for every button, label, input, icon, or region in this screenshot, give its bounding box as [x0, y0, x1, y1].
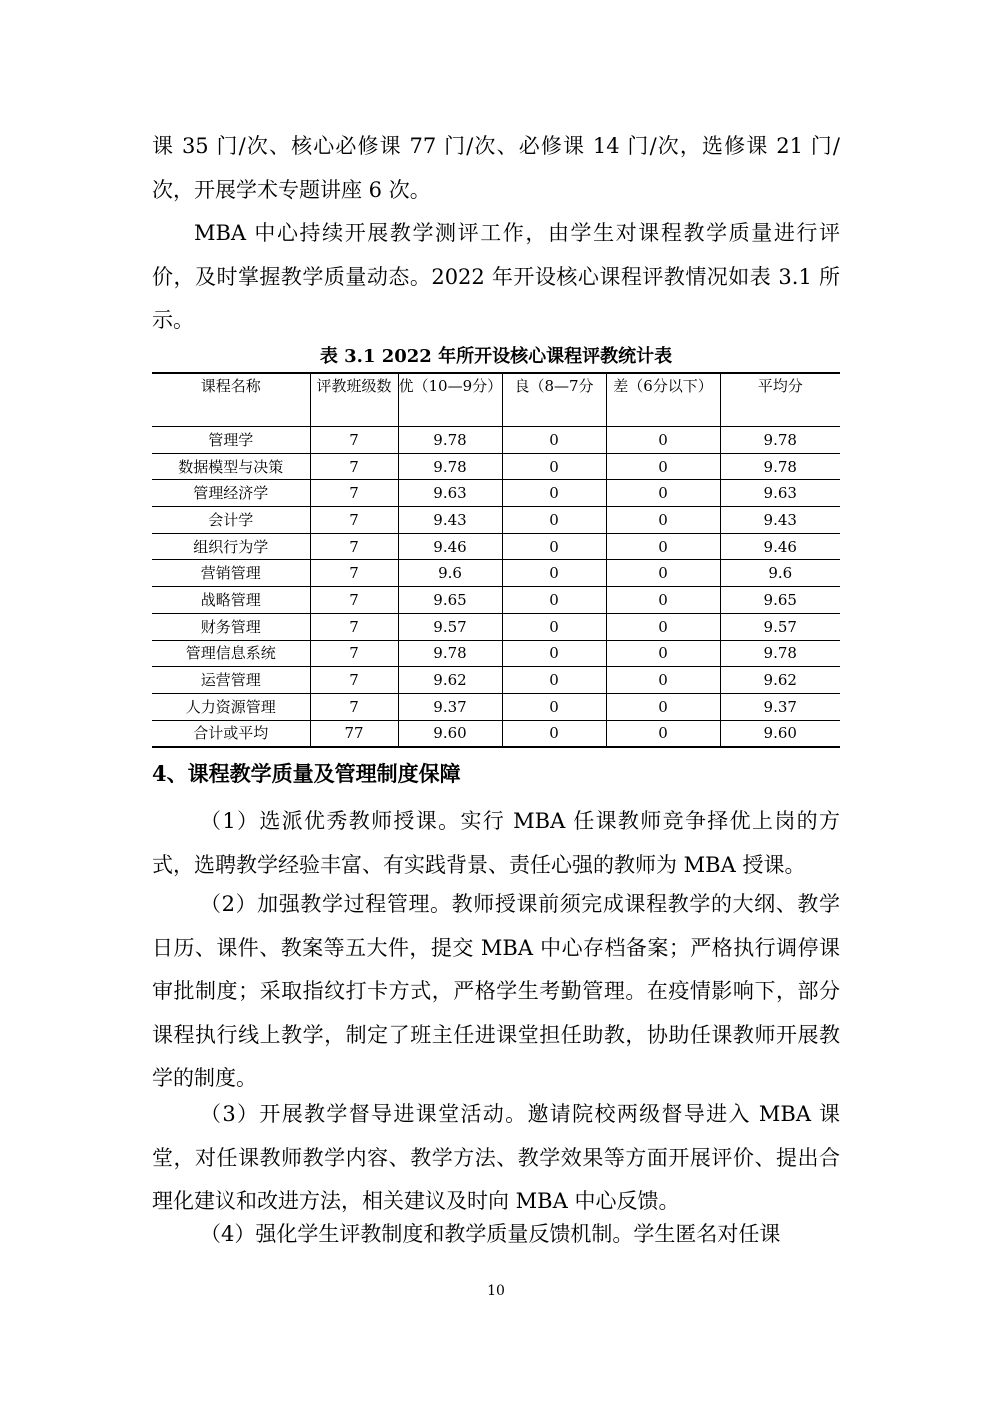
table-cell: 0	[606, 693, 720, 720]
table-cell: 9.78	[720, 427, 840, 454]
table-row	[152, 640, 840, 667]
table-cell: 组织行为学	[193, 537, 269, 556]
table-cell: 0	[502, 667, 606, 694]
header-average: 平均分	[720, 373, 840, 427]
table-header-row	[152, 373, 840, 427]
table-cell: 0	[502, 533, 606, 560]
table-row	[152, 667, 840, 694]
table-cell: 7	[310, 693, 398, 720]
table-row	[152, 693, 840, 720]
section-title: 4、课程教学质量及管理制度保障	[152, 761, 461, 786]
table-cell: 管理信息系统	[185, 644, 276, 663]
table-cell: 9.63	[720, 480, 840, 507]
header-class-count: 评教班级数	[310, 373, 398, 427]
table-cell: 9.43	[398, 507, 502, 534]
table-cell: 合计或平均	[193, 724, 269, 743]
table-cell: 9.65	[720, 587, 840, 614]
table-cell: 0	[606, 560, 720, 587]
table-cell: 会计学	[208, 510, 254, 529]
table-caption: 表 3.1 2022 年所开设核心课程评教统计表	[319, 346, 673, 367]
table-row	[152, 613, 840, 640]
header-course-name: 课程名称	[200, 377, 261, 395]
table-cell: 9.65	[398, 587, 502, 614]
table-cell: 运营管理	[200, 671, 261, 690]
table-cell: 营销管理	[200, 564, 261, 583]
table-row	[152, 480, 840, 507]
table-cell: 7	[310, 613, 398, 640]
table-cell: 0	[502, 640, 606, 667]
header-good: 良（8—7分	[502, 373, 606, 427]
table-cell: 0	[502, 587, 606, 614]
table-cell: 0	[606, 613, 720, 640]
table-cell: 0	[606, 453, 720, 480]
table-cell: 7	[310, 507, 398, 534]
table-cell: 人力资源管理	[185, 697, 276, 716]
table-row	[152, 560, 840, 587]
table-cell: 77	[310, 720, 398, 747]
table-cell: 战略管理	[200, 590, 261, 609]
table-cell: 7	[310, 640, 398, 667]
table-cell: 0	[502, 507, 606, 534]
table-cell: 0	[606, 427, 720, 454]
table-cell: 0	[606, 587, 720, 614]
table-cell: 9.57	[720, 613, 840, 640]
table-cell: 7	[310, 667, 398, 694]
table-cell: 0	[502, 427, 606, 454]
paragraph-course-counts: 课 35 门/次、核心必修课 77 门/次、必修课 14 门/次，选修课 21 门/次，开展学术专题讲座 6 次。	[152, 134, 840, 202]
table-cell: 0	[502, 613, 606, 640]
table-cell: 7	[310, 587, 398, 614]
table-cell: 9.78	[398, 427, 502, 454]
table-cell: 9.62	[720, 667, 840, 694]
table-cell: 9.62	[398, 667, 502, 694]
paragraph-student-evaluation: （4）强化学生评教制度和教学质量反馈机制。学生匿名对任课	[200, 1222, 781, 1246]
table-cell: 财务管理	[200, 617, 261, 636]
table-cell: 9.57	[398, 613, 502, 640]
table-cell: 7	[310, 453, 398, 480]
table-body	[152, 427, 840, 747]
table-cell: 7	[310, 533, 398, 560]
header-excellent: 优（10—9分）	[398, 373, 502, 427]
table-cell: 9.43	[720, 507, 840, 534]
table-cell: 9.78	[398, 453, 502, 480]
table-row	[152, 720, 840, 747]
table-cell: 0	[502, 480, 606, 507]
table-cell: 9.6	[398, 560, 502, 587]
table-cell: 0	[606, 507, 720, 534]
table-cell: 0	[606, 720, 720, 747]
table-cell: 0	[606, 667, 720, 694]
table-cell: 9.37	[720, 693, 840, 720]
table-cell: 7	[310, 480, 398, 507]
table-cell: 9.46	[398, 533, 502, 560]
table-cell: 9.46	[720, 533, 840, 560]
table-cell: 0	[606, 480, 720, 507]
table-row	[152, 533, 840, 560]
table-cell: 9.78	[720, 453, 840, 480]
table-cell: 9.78	[720, 640, 840, 667]
table-cell: 9.78	[398, 640, 502, 667]
table-row	[152, 453, 840, 480]
paragraph-teacher-selection: （1）选派优秀教师授课。实行 MBA 任课教师竞争择优上岗的方式，选聘教学经验丰富、有实践背景、责任心强的教师为 MBA 授课。	[152, 809, 840, 877]
paragraph-process-management: （2）加强教学过程管理。教师授课前须完成课程教学的大纲、教学日历、课件、教案等五大件，提交 MBA 中心存档备案；严格执行调停课审批制度；采取指纹打卡方式，严格学生考勤管理。在疫情影响下，部分课程执行线上教学，制定了班主任进课堂担任助教，协助任课教师开展教学的制度。	[152, 892, 840, 1090]
table-cell: 9.6	[720, 560, 840, 587]
table-cell: 9.60	[398, 720, 502, 747]
table-cell: 9.60	[720, 720, 840, 747]
table-cell: 管理学	[208, 430, 254, 449]
table-row	[152, 507, 840, 534]
header-poor: 差（6分以下）	[606, 373, 720, 427]
table-cell: 0	[502, 560, 606, 587]
page-number: 10	[487, 1283, 505, 1299]
evaluation-table	[152, 372, 840, 748]
table-cell: 0	[502, 453, 606, 480]
table-cell: 0	[606, 640, 720, 667]
table-cell: 9.37	[398, 693, 502, 720]
table-row	[152, 587, 840, 614]
paragraph-supervision: （3）开展教学督导进课堂活动。邀请院校两级督导进入 MBA 课堂，对任课教师教学内容、教学方法、教学效果等方面开展评价、提出合理化建议和改进方法，相关建议及时向 MBA 中心反馈。	[152, 1102, 840, 1213]
table-cell: 7	[310, 427, 398, 454]
table-cell: 0	[502, 693, 606, 720]
table-cell: 数据模型与决策	[178, 457, 284, 476]
table-cell: 9.63	[398, 480, 502, 507]
table-cell: 0	[606, 533, 720, 560]
table-row	[152, 427, 840, 454]
table-cell: 管理经济学	[193, 484, 269, 503]
table-cell: 0	[502, 720, 606, 747]
table-cell: 7	[310, 560, 398, 587]
paragraph-evaluation-intro: MBA 中心持续开展教学测评工作，由学生对课程教学质量进行评价，及时掌握教学质量动态。2022 年开设核心课程评教情况如表 3.1 所示。	[152, 221, 840, 332]
